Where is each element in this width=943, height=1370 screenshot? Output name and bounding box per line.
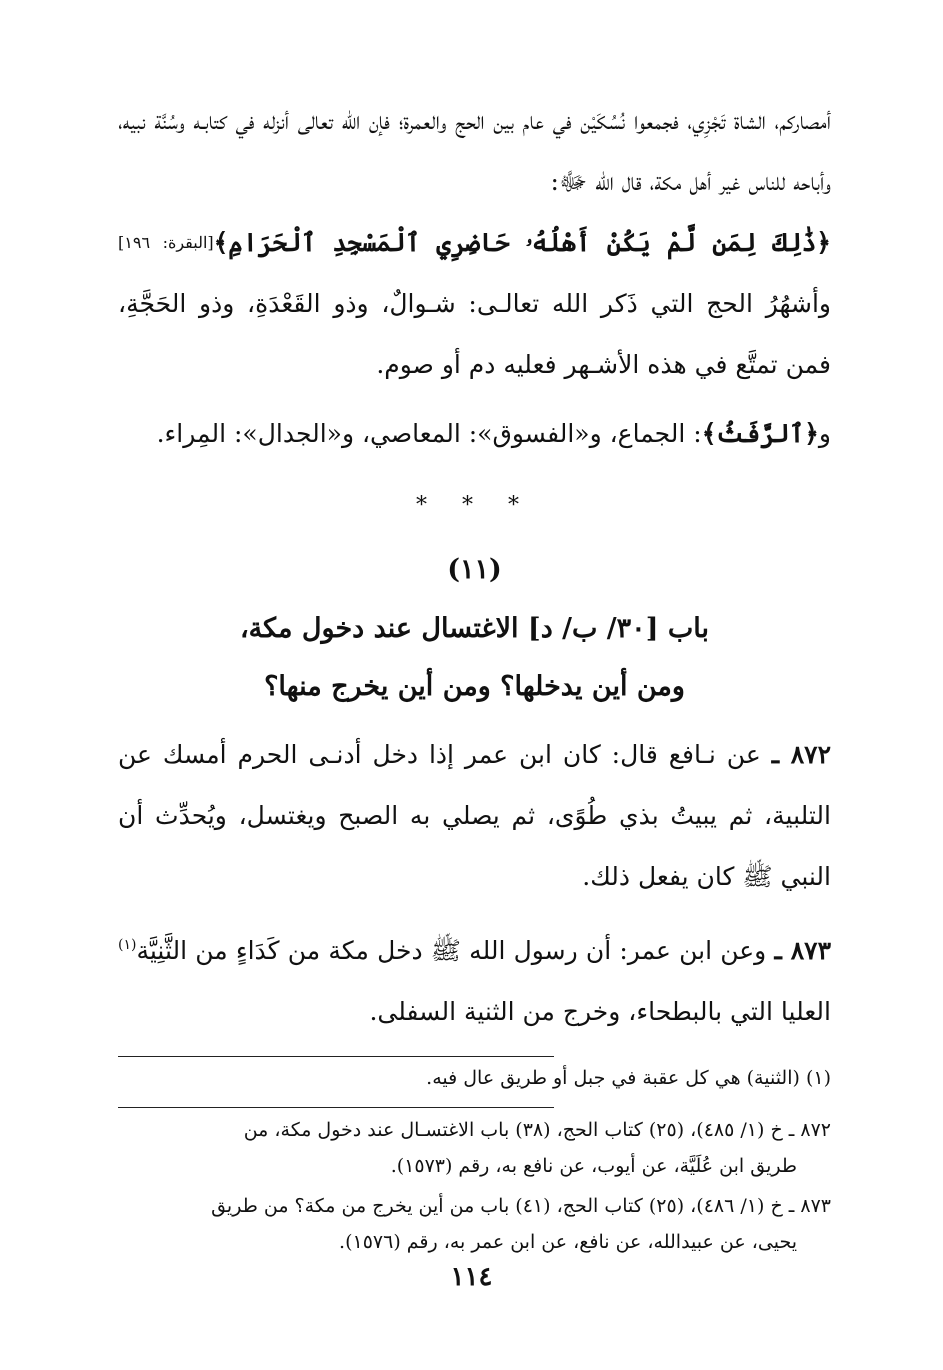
section-separator: * * * (416, 493, 533, 518)
takhrij-divider (118, 1107, 554, 1108)
takhrij-line: طريق ابن عُلَيَّة، عن أيوب، عن نافع به، رقم (١٥٧٣). (390, 1155, 797, 1177)
quran-word: ﴿ٱلرَّفَثُ﴾ (701, 419, 819, 448)
quran-verse: ﴿ذَٰلِكَ لِمَن لَّمْ يَكُنْ أَهْلُهُۥ حَاضِرِي ٱلْمَسْجِدِ ٱلْحَرَامِ﴾ (213, 228, 831, 257)
hadith-873 (118, 915, 831, 1042)
footnote-marker: (١) (118, 937, 137, 953)
chapter-title (118, 600, 831, 716)
hadith-number: ٨٧٢ ـ (771, 740, 832, 769)
chapter-title-line-1: باب [٣٠/ ب/ د] الاغتسال عند دخول مكة، (239, 613, 710, 644)
hadith-text: عن نـافع قال: كان ابن عمر إذا دخل أدنـى الحرم أمسك عن التلبية، ثم يبيتُ بذي طُوًى، ثم يصلي به الصبح ويغتسل، ويُحدِّث أن النبي ﷺ كان يفعل ذلك. (118, 740, 831, 891)
definitions-prefix: و (818, 419, 831, 448)
hadith-number: ٨٧٣ ـ (774, 936, 832, 965)
hadith-872 (118, 724, 831, 907)
takhrij-line: ٨٧٢ ـ خ (١/ ٤٨٥)، (٢٥) كتاب الحج، (٣٨) باب الاغتسـال عند دخول مكة، من (243, 1119, 831, 1141)
hadith-text: وعن ابن عمر: أن رسول الله ﷺ دخل مكة من كَدَاءٍ من الثَّنِيَّة (136, 936, 767, 965)
intro-paragraph (118, 90, 831, 395)
takhrij-entry (118, 1112, 831, 1184)
quran-reference: [البقرة: ١٩٦] (118, 233, 214, 252)
definitions-paragraph (118, 403, 831, 464)
page-body (118, 90, 831, 1260)
chapter-number: (١١) (447, 554, 502, 585)
takhrij-line: يحيى، عن عبيدالله، عن نافع، عن ابن عمر به، رقم (١٥٧٦). (339, 1231, 797, 1253)
footnote-divider (118, 1056, 554, 1057)
definitions-text: : الجماع، و«الفسوق»: المعاصي، و«الجدال»: المِراء. (156, 419, 702, 448)
takhrij-line: ٨٧٣ ـ خ (١/ ٤٨٦)، (٢٥) كتاب الحج، (٤١) باب من أين يخرج من مكة؟ من طريق (211, 1195, 831, 1217)
chapter-title-line-2: ومن أين يدخلها؟ ومن أين يخرج منها؟ (264, 671, 685, 702)
intro-text-continued: وأشهُرُ الحج التي ذَكر الله تعالـى: شـوالٌ، وذو القَعْدَةِ، وذو الحَجَّةِ، فمن تمتَّع في هذه الأشـهر فعليه دم أو صوم. (118, 289, 831, 379)
takhrij-entry (118, 1188, 831, 1260)
hadith-text-continued: العليا التي بالبطحاء، وخرج من الثنية السفلى. (369, 997, 831, 1026)
page-number: ١١٤ (450, 1262, 493, 1292)
footnote: (١) (الثنية) هي كل عقبة في جبل أو طريق عال فيه. (426, 1067, 831, 1089)
intro-text: أمصاركم، الشاة تَجْزِي، فجمعوا نُسُكَيْن في عام بين الحج والعمرة؛ فإن الله تعالى أنزله في كتابـه وسُنَّة نبيه، وأباحه للناس غير أهل مكة، قال الله ﷻ: (118, 106, 831, 196)
